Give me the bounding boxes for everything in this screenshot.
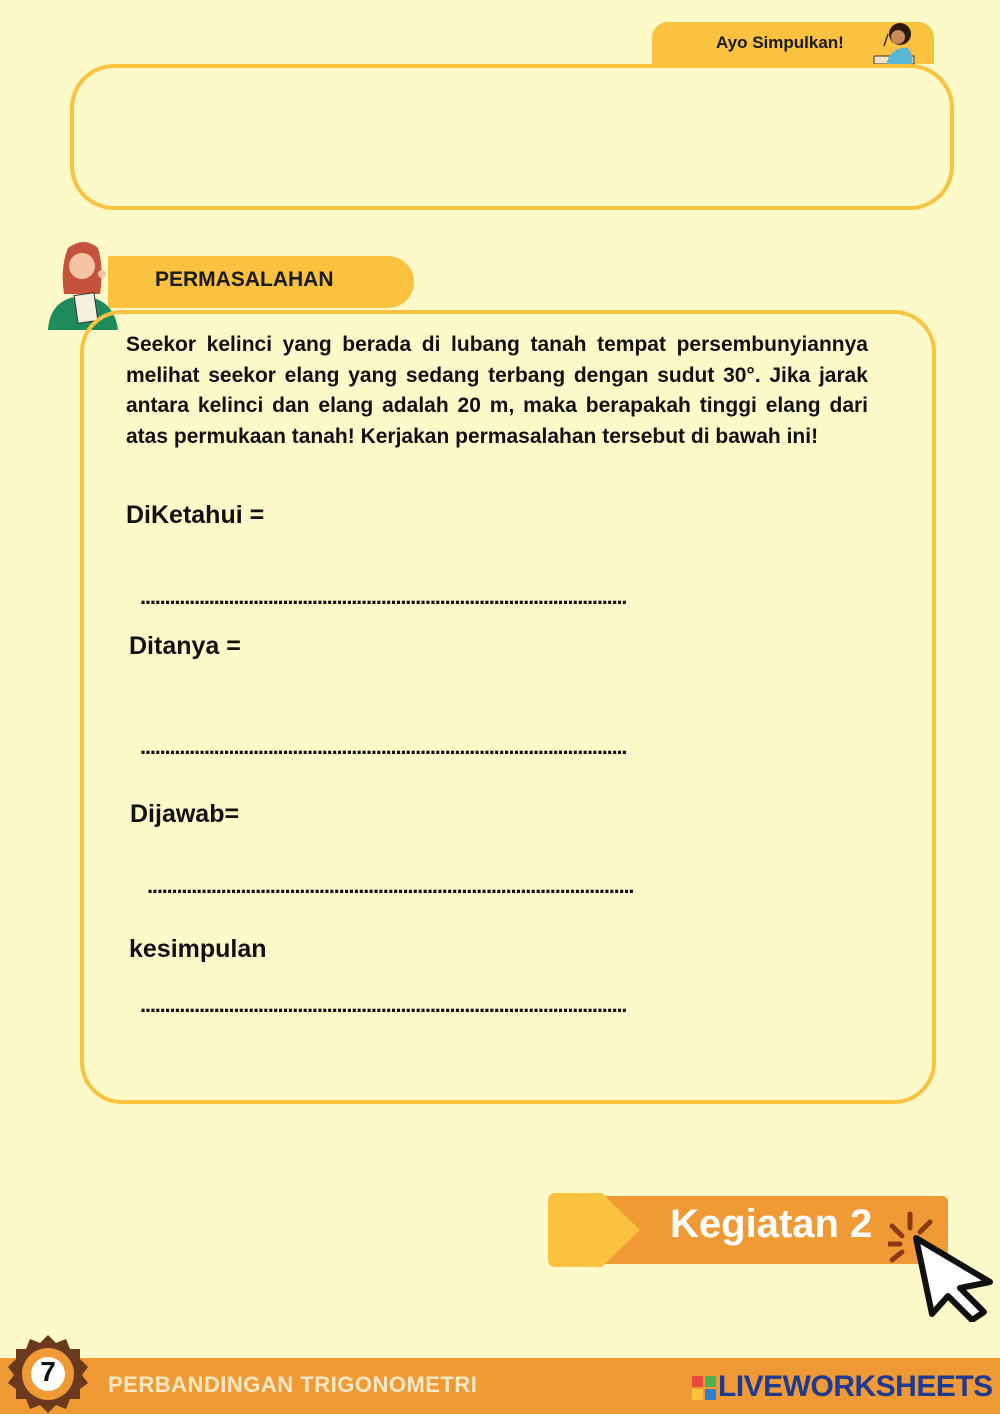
student-writing-illustration	[870, 16, 924, 68]
answered-answer-line[interactable]: ...................................................................................................	[147, 873, 634, 898]
activity-banner-arrow	[548, 1193, 642, 1267]
cursor-click-icon	[888, 1210, 1000, 1322]
known-answer-line[interactable]: ...................................................................................................	[140, 584, 627, 609]
asked-label: Ditanya =	[129, 632, 241, 660]
answered-label: Dijawab=	[130, 800, 240, 828]
conclusion-tab-label: Ayo Simpulkan!	[716, 33, 844, 52]
asked-answer-line[interactable]: ...................................................................................................	[140, 734, 627, 759]
problem-text: Seekor kelinci yang berada di lubang tanah tempat persembunyiannya melihat seekor elang yang sedang terbang dengan sudut 30°. Jika jarak antara kelinci dan elang adalah 20 m, maka berapakah tinggi elang dari atas permukaan tanah! Kerjakan permasalahan tersebut di bawah ini!	[126, 333, 868, 448]
page-number: 7	[40, 1356, 56, 1387]
activity-label: Kegiatan 2	[670, 1202, 873, 1246]
known-label: DiKetahui =	[126, 501, 265, 529]
liveworksheets-brand[interactable]: LIVEWORKSHEETS	[718, 1370, 993, 1403]
problem-tab-label: PERMASALAHAN	[155, 268, 334, 291]
conclusion-answer-box[interactable]	[70, 64, 954, 210]
conclusion-answer-line[interactable]: ...................................................................................................	[140, 992, 627, 1017]
footer-title: PERBANDINGAN TRIGONOMETRI	[108, 1372, 478, 1397]
liveworksheets-logo-icon	[692, 1376, 716, 1400]
conclusion-label: kesimpulan	[129, 935, 267, 963]
